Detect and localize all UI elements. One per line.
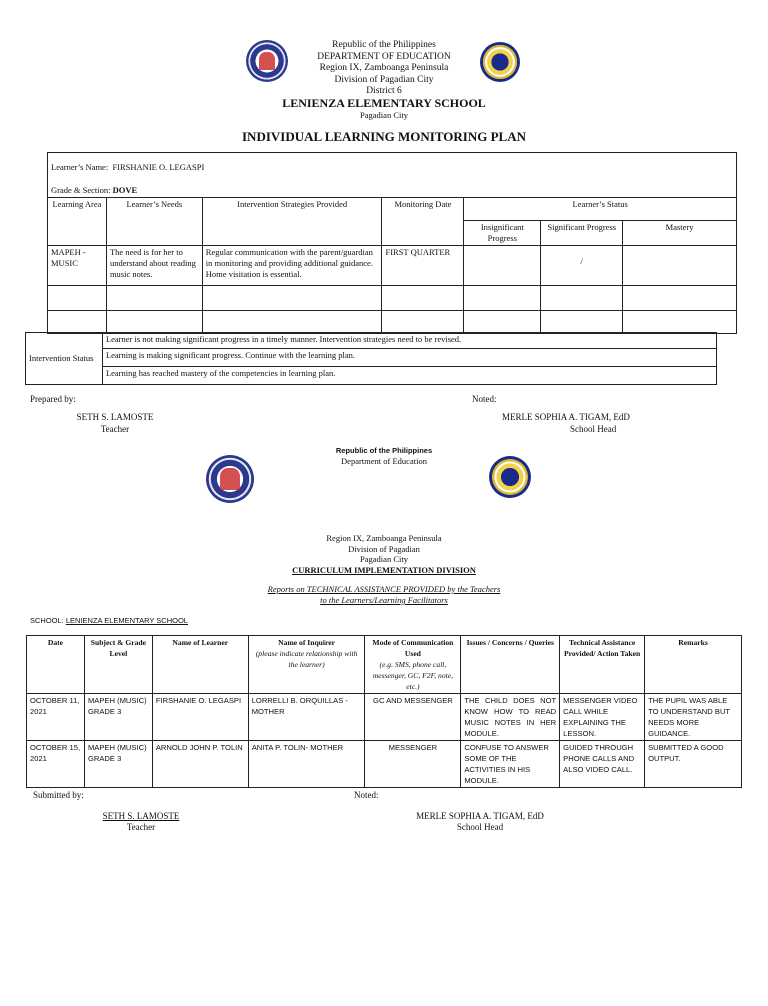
cell-monitoring: FIRST QUARTER: [382, 246, 464, 286]
cell-mode: MESSENGER: [365, 741, 461, 788]
submitted-by-label: Submitted by:: [33, 790, 84, 800]
teacher-role-2: Teacher: [126, 822, 156, 832]
deped-seal-logo: [206, 455, 254, 503]
status-row-1: Learner is not making significant progress in a timely manner. Intervention strategies need to be revised.: [102, 333, 716, 349]
head-name-2: MERLE SOPHIA A. TIGAM, EdD: [416, 811, 544, 821]
head-name: MERLE SOPHIA A. TIGAM, EdD: [502, 412, 630, 422]
table-row: [48, 311, 737, 334]
teacher-name-2: SETH S. LAMOSTE: [102, 811, 180, 821]
cell-area: MAPEH - MUSIC: [48, 246, 107, 286]
cell-inquirer: ANITA P. TOLIN- MOTHER: [248, 741, 365, 788]
cell-learner: ARNOLD JOHN P. TOLIN: [152, 741, 248, 788]
head-role-2: School Head: [456, 822, 504, 832]
cell-significant: /: [541, 246, 623, 286]
reports-title: [184, 584, 584, 606]
col-mastery: Mastery: [623, 221, 737, 246]
th-issues: Issues / Concerns / Queries: [461, 636, 560, 694]
table-row: [48, 246, 737, 286]
division-line: Division of Pagadian City: [334, 74, 434, 85]
school-seal-logo: [489, 456, 531, 498]
republic-line: Republic of the Philippines: [332, 40, 436, 50]
col-significant: Significant Progress: [541, 221, 623, 246]
teacher-signature: [40, 412, 190, 435]
region-line-2: Region IX, Zamboanga Peninsula: [326, 533, 442, 543]
th-inquirer-title: Name of Inquirer: [278, 638, 335, 647]
th-assistance: Technical Assistance Provided/ Action Taken: [560, 636, 645, 694]
col-learning-area: Learning Area: [48, 198, 107, 246]
technical-assistance-table: [26, 635, 742, 788]
teacher-signature-2: [66, 811, 216, 833]
head-signature: [502, 412, 662, 435]
cell-learner: FIRSHANIE O. LEGASPI: [152, 694, 248, 741]
cell-insignificant: [464, 246, 541, 286]
th-subject: Subject & Grade Level: [84, 636, 152, 694]
th-inquirer-note: (please indicate relationship with the learner): [255, 649, 358, 669]
reports-line-1: Reports on TECHNICAL ASSISTANCE PROVIDED by the Teachers: [267, 584, 501, 594]
plan-title: INDIVIDUAL LEARNING MONITORING PLAN: [242, 129, 526, 144]
republic-line-2: Republic of the Philippines: [335, 446, 433, 455]
cell-mastery: [623, 246, 737, 286]
th-remarks: Remarks: [645, 636, 742, 694]
grade-section-row: [48, 176, 737, 198]
teacher-name: SETH S. LAMOSTE: [76, 412, 154, 422]
cell-remarks: SUBMITTED A GOOD OUTPUT.: [645, 741, 742, 788]
col-monitoring-date: Monitoring Date: [382, 198, 464, 246]
th-mode-note: (e.g. SMS, phone call, messenger, GC, F2F, note, etc.): [372, 660, 454, 691]
head-role: School Head: [570, 423, 617, 434]
cell-assistance: MESSENGER VIDEO CALL WHILE EXPLAINING THE LESSON.: [560, 694, 645, 741]
th-mode: [365, 636, 461, 694]
cell-subject: MAPEH (MUSIC) GRADE 3: [84, 741, 152, 788]
cell-needs: The need is for her to understand about reading music notes.: [106, 246, 202, 286]
table-row: [48, 286, 737, 311]
district-line: District 6: [366, 86, 402, 96]
intervention-label: Intervention Status: [26, 333, 103, 385]
cell-date: OCTOBER 11, 2021: [27, 694, 85, 741]
cell-subject: MAPEH (MUSIC) GRADE 3: [84, 694, 152, 741]
intervention-status-table: [25, 332, 717, 385]
th-learner: Name of Learner: [152, 636, 248, 694]
grade-label: Grade & Section:: [51, 184, 111, 195]
learner-name: FIRSHANIE O. LEGASPI: [112, 162, 205, 173]
table-row: [27, 741, 742, 788]
status-row-2: Learning is making significant progress. Continue with the learning plan.: [102, 349, 716, 367]
cell-assistance: GUIDED THROUGH PHONE CALLS AND ALSO VIDEO CALL.: [560, 741, 645, 788]
head-signature-2: [400, 811, 560, 833]
table-row: [27, 694, 742, 741]
cell-remarks: THE PUPIL WAS ABLE TO UNDERSTAND BUT NEEDS MORE GUIDANCE.: [645, 694, 742, 741]
prepared-by-label: Prepared by:: [30, 394, 76, 404]
noted-label-2: Noted:: [354, 790, 379, 800]
cell-issues: THE CHILD DOES NOT KNOW HOW TO READ MUSIC NOTES IN HER MODULE.: [461, 694, 560, 741]
region-line: Region IX, Zamboanga Peninsula: [319, 63, 449, 73]
col-learner-needs: Learner’s Needs: [106, 198, 202, 246]
th-inquirer: [248, 636, 365, 694]
grade-value: DOVE: [112, 184, 138, 195]
col-strategies: Intervention Strategies Provided: [202, 198, 382, 246]
school-line: [30, 616, 188, 625]
reports-line-2: to the Learners/Learning Facilitators: [320, 595, 448, 605]
division-line-2: Division of Pagadian: [348, 543, 420, 554]
learner-name-row: [48, 153, 737, 176]
department-line: DEPARTMENT OF EDUCATION: [317, 51, 451, 62]
learner-label: Learner’s Name:: [51, 162, 109, 173]
teacher-role: Teacher: [100, 423, 130, 434]
city-line: Pagadian City: [360, 110, 408, 120]
noted-label: Noted:: [472, 394, 497, 404]
cell-mode: GC AND MESSENGER: [365, 694, 461, 741]
cid-block: [284, 533, 484, 575]
monitoring-plan-table: [47, 152, 737, 334]
school-name: LENIENZA ELEMENTARY SCHOOL: [282, 96, 486, 110]
city-line-2: Pagadian City: [360, 554, 408, 564]
department-line-2: Department of Education: [341, 456, 427, 466]
status-row-3: Learning has reached mastery of the competencies in learning plan.: [102, 367, 716, 385]
school-label: SCHOOL:: [30, 616, 64, 625]
col-insignificant: Insignificant Progress: [464, 221, 541, 246]
letterhead: [234, 40, 534, 98]
col-learner-status: Learner’s Status: [464, 198, 737, 221]
th-date: Date: [27, 636, 85, 694]
cell-inquirer: LORRELLI B. ORQUILLAS - MOTHER: [248, 694, 365, 741]
cid-title: CURRICULUM IMPLEMENTATION DIVISION: [292, 564, 476, 575]
cell-issues: CONFUSE TO ANSWER SOME OF THE ACTIVITIES IN HIS MODULE.: [461, 741, 560, 788]
cell-strategies: Regular communication with the parent/guardian in monitoring and providing additional guidance. Home visitation is essential.: [202, 246, 382, 286]
school-value: LENIENZA ELEMENTARY SCHOOL: [65, 616, 188, 625]
th-mode-title: Mode of Communication Used: [372, 638, 454, 658]
cell-date: OCTOBER 15, 2021: [27, 741, 85, 788]
